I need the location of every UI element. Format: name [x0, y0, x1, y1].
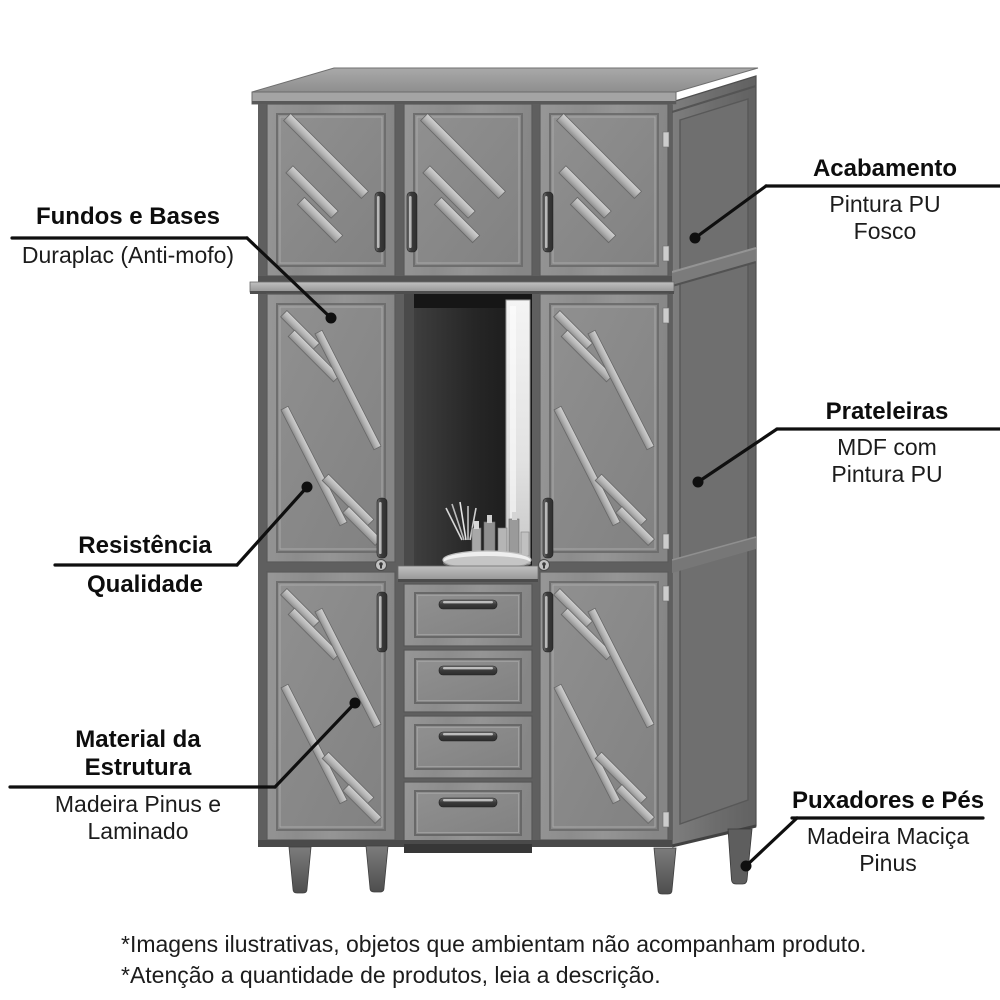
- foot-back-right: [728, 829, 752, 884]
- top-door-middle: [404, 104, 532, 276]
- disclaimer-line1: *Imagens ilustrativas, objetos que ambientam não acompanham produto.: [121, 931, 867, 957]
- prateleiras-description-line2: Pintura PU: [831, 461, 943, 487]
- material-description-line2: Laminado: [87, 818, 189, 844]
- acabamento-description-line2: Fosco: [853, 218, 917, 244]
- left-lower-door: [267, 572, 395, 840]
- right-lower-door-handle: [543, 592, 553, 652]
- top-door-left-handle: [375, 192, 385, 252]
- disclaimer: [121, 929, 866, 991]
- prateleiras-title: Prateleiras: [825, 398, 949, 425]
- prateleiras-dot: [693, 477, 704, 488]
- left-lower-door-handle: [377, 592, 387, 652]
- material-title-line2: Estrutura: [84, 754, 192, 781]
- foot-mid-left: [366, 846, 388, 892]
- prateleiras-description-line1: MDF com: [837, 434, 937, 460]
- top-door-right-handle: [543, 192, 553, 252]
- drawer-2: [404, 650, 532, 712]
- acabamento-dot: [690, 233, 701, 244]
- drawer-1: [404, 584, 532, 646]
- qualidade-subtitle: Qualidade: [86, 571, 204, 598]
- acabamento-title: Acabamento: [812, 155, 958, 182]
- puxadores-description-line2: Pinus: [859, 850, 917, 876]
- material-title-line1: Material da: [75, 726, 201, 753]
- right-upper-door-handle: [543, 498, 553, 558]
- side-panel: [672, 76, 756, 846]
- resistencia-dot: [302, 482, 313, 493]
- prateleiras-description: [772, 434, 1000, 488]
- resistencia-title: Resistência: [78, 532, 212, 559]
- puxadores-description-line1: Madeira Maciça: [806, 823, 970, 849]
- left-door-lock: [376, 560, 387, 571]
- niche-shelf: [398, 566, 538, 580]
- material-dot: [350, 698, 361, 709]
- divider-ledge: [250, 276, 674, 294]
- material-description: [22, 791, 254, 845]
- right-door-lock: [539, 560, 550, 571]
- top-door-right: [540, 104, 668, 276]
- fundos-e-bases-title: Fundos e Bases: [35, 203, 221, 230]
- acabamento-description-line1: Pintura PU: [829, 191, 941, 217]
- right-upper-door: [540, 294, 668, 562]
- disclaimer-line2: *Atenção a quantidade de produtos, leia a descrição.: [121, 962, 661, 988]
- material-title: [28, 726, 248, 782]
- fundos-dot: [326, 313, 337, 324]
- puxadores-title: Puxadores e Pés: [791, 787, 985, 814]
- left-upper-door: [267, 294, 395, 562]
- left-upper-door-handle: [377, 498, 387, 558]
- mirror-niche: [398, 294, 538, 582]
- right-lower-door: [540, 572, 668, 840]
- puxadores-dot: [741, 861, 752, 872]
- top-door-middle-handle: [407, 192, 417, 252]
- foot-front-right: [654, 848, 676, 894]
- material-description-line1: Madeira Pinus e: [54, 791, 222, 817]
- drawer-3: [404, 716, 532, 778]
- foot-front-left: [289, 847, 311, 893]
- puxadores-description: [786, 823, 990, 877]
- fundos-e-bases-description: Duraplac (Anti-mofo): [21, 242, 235, 268]
- wardrobe-illustration: [250, 68, 758, 894]
- drawer-4: [404, 782, 532, 844]
- top-door-row: [267, 104, 668, 276]
- acabamento-description: [768, 191, 1000, 245]
